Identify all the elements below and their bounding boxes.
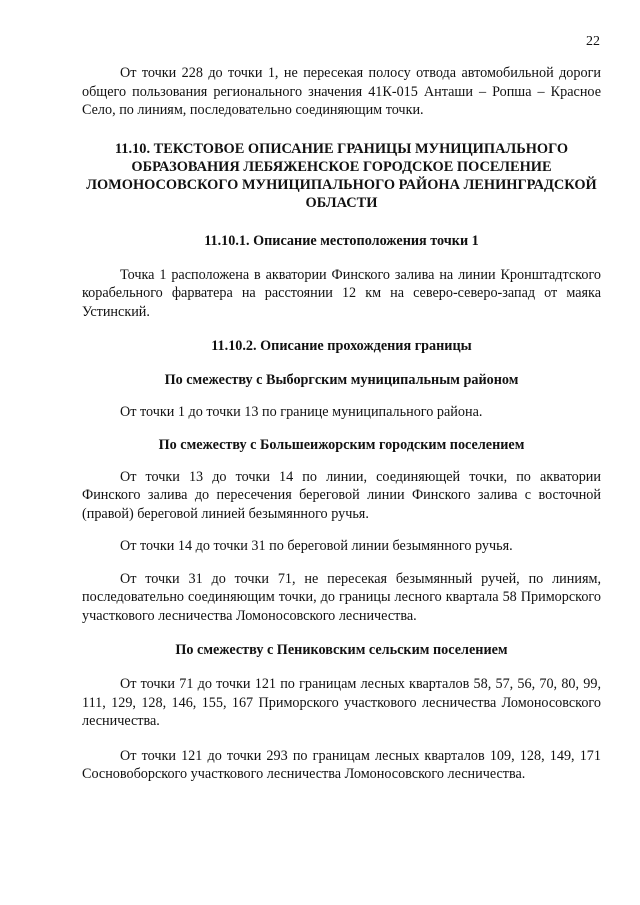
adjacency-penikovo-text-1: От точки 71 до точки 121 по границам лесных кварталов 58, 57, 56, 70, 80, 99, 111, 129, 128, 146, 155, 167 Приморского участкового лесничества Ломоносовского лесничества. [82,676,601,729]
adjacency-bolsheizhora-text-2: От точки 14 до точки 31 по береговой линии безымянного ручья. [120,538,513,554]
section-title: 11.10. ТЕКСТОВОЕ ОПИСАНИЕ ГРАНИЦЫ МУНИЦИПАЛЬНОГО ОБРАЗОВАНИЯ ЛЕБЯЖЕНСКОЕ ГОРОДСКОЕ ПОСЕЛЕНИЕ ЛОМОНОСОВСКОГО МУНИЦИПАЛЬНОГО РАЙОНА ЛЕНИНГРАДСКОЙ ОБЛАСТИ [86,140,597,211]
adjacency-penikovo-text-2: От точки 121 до точки 293 по границам лесных кварталов 109, 128, 149, 171 Сосновоборского участкового лесничества Ломоносовского лесничества. [82,747,601,782]
subsection-1-title: 11.10.1. Описание местоположения точки 1 [204,232,479,249]
subsection-2-title: 11.10.2. Описание прохождения границы [211,338,472,354]
adjacency-bolsheizhora-title: По смежеству с Большеижорским городским поселением [158,436,525,453]
page-number: 22 [586,34,600,49]
adjacency-penikovo-title: По смежеству с Пениковским сельским поселением [175,642,508,658]
adjacency-bolsheizhora-text-1: От точки 13 до точки 14 по линии, соединяющей точки, по акватории Финского залива до пересечения береговой линии Финского залива с восточной (правой) береговой линией безымянного ручья. [82,468,601,522]
document-body [82,64,601,784]
intro-paragraph: От точки 228 до точки 1, не пересекая полосу отвода автомобильной дороги общего пользования регионального значения 41К-015 Анташи – Ропша – Красное Село, по линиям, последовательно соединяющим точки. [82,65,601,118]
adjacency-vyborg-title: По смежеству с Выборгским муниципальным районом [164,372,519,388]
adjacency-vyborg-text: От точки 1 до точки 13 по границе муниципального района. [120,404,483,420]
adjacency-bolsheizhora-text-3: От точки 31 до точки 71, не пересекая безымянный ручей, по линиям, последовательно соединяющим точки, до границы лесного квартала 58 Приморского участкового лесничества Ломоносовского лесничества. [82,570,601,624]
subsection-1-text: Точка 1 расположена в акватории Финского залива на линии Кронштадтского корабельного фарватера на расстоянии 12 км на северо-северо-запад от маяка Устинский. [82,266,601,320]
